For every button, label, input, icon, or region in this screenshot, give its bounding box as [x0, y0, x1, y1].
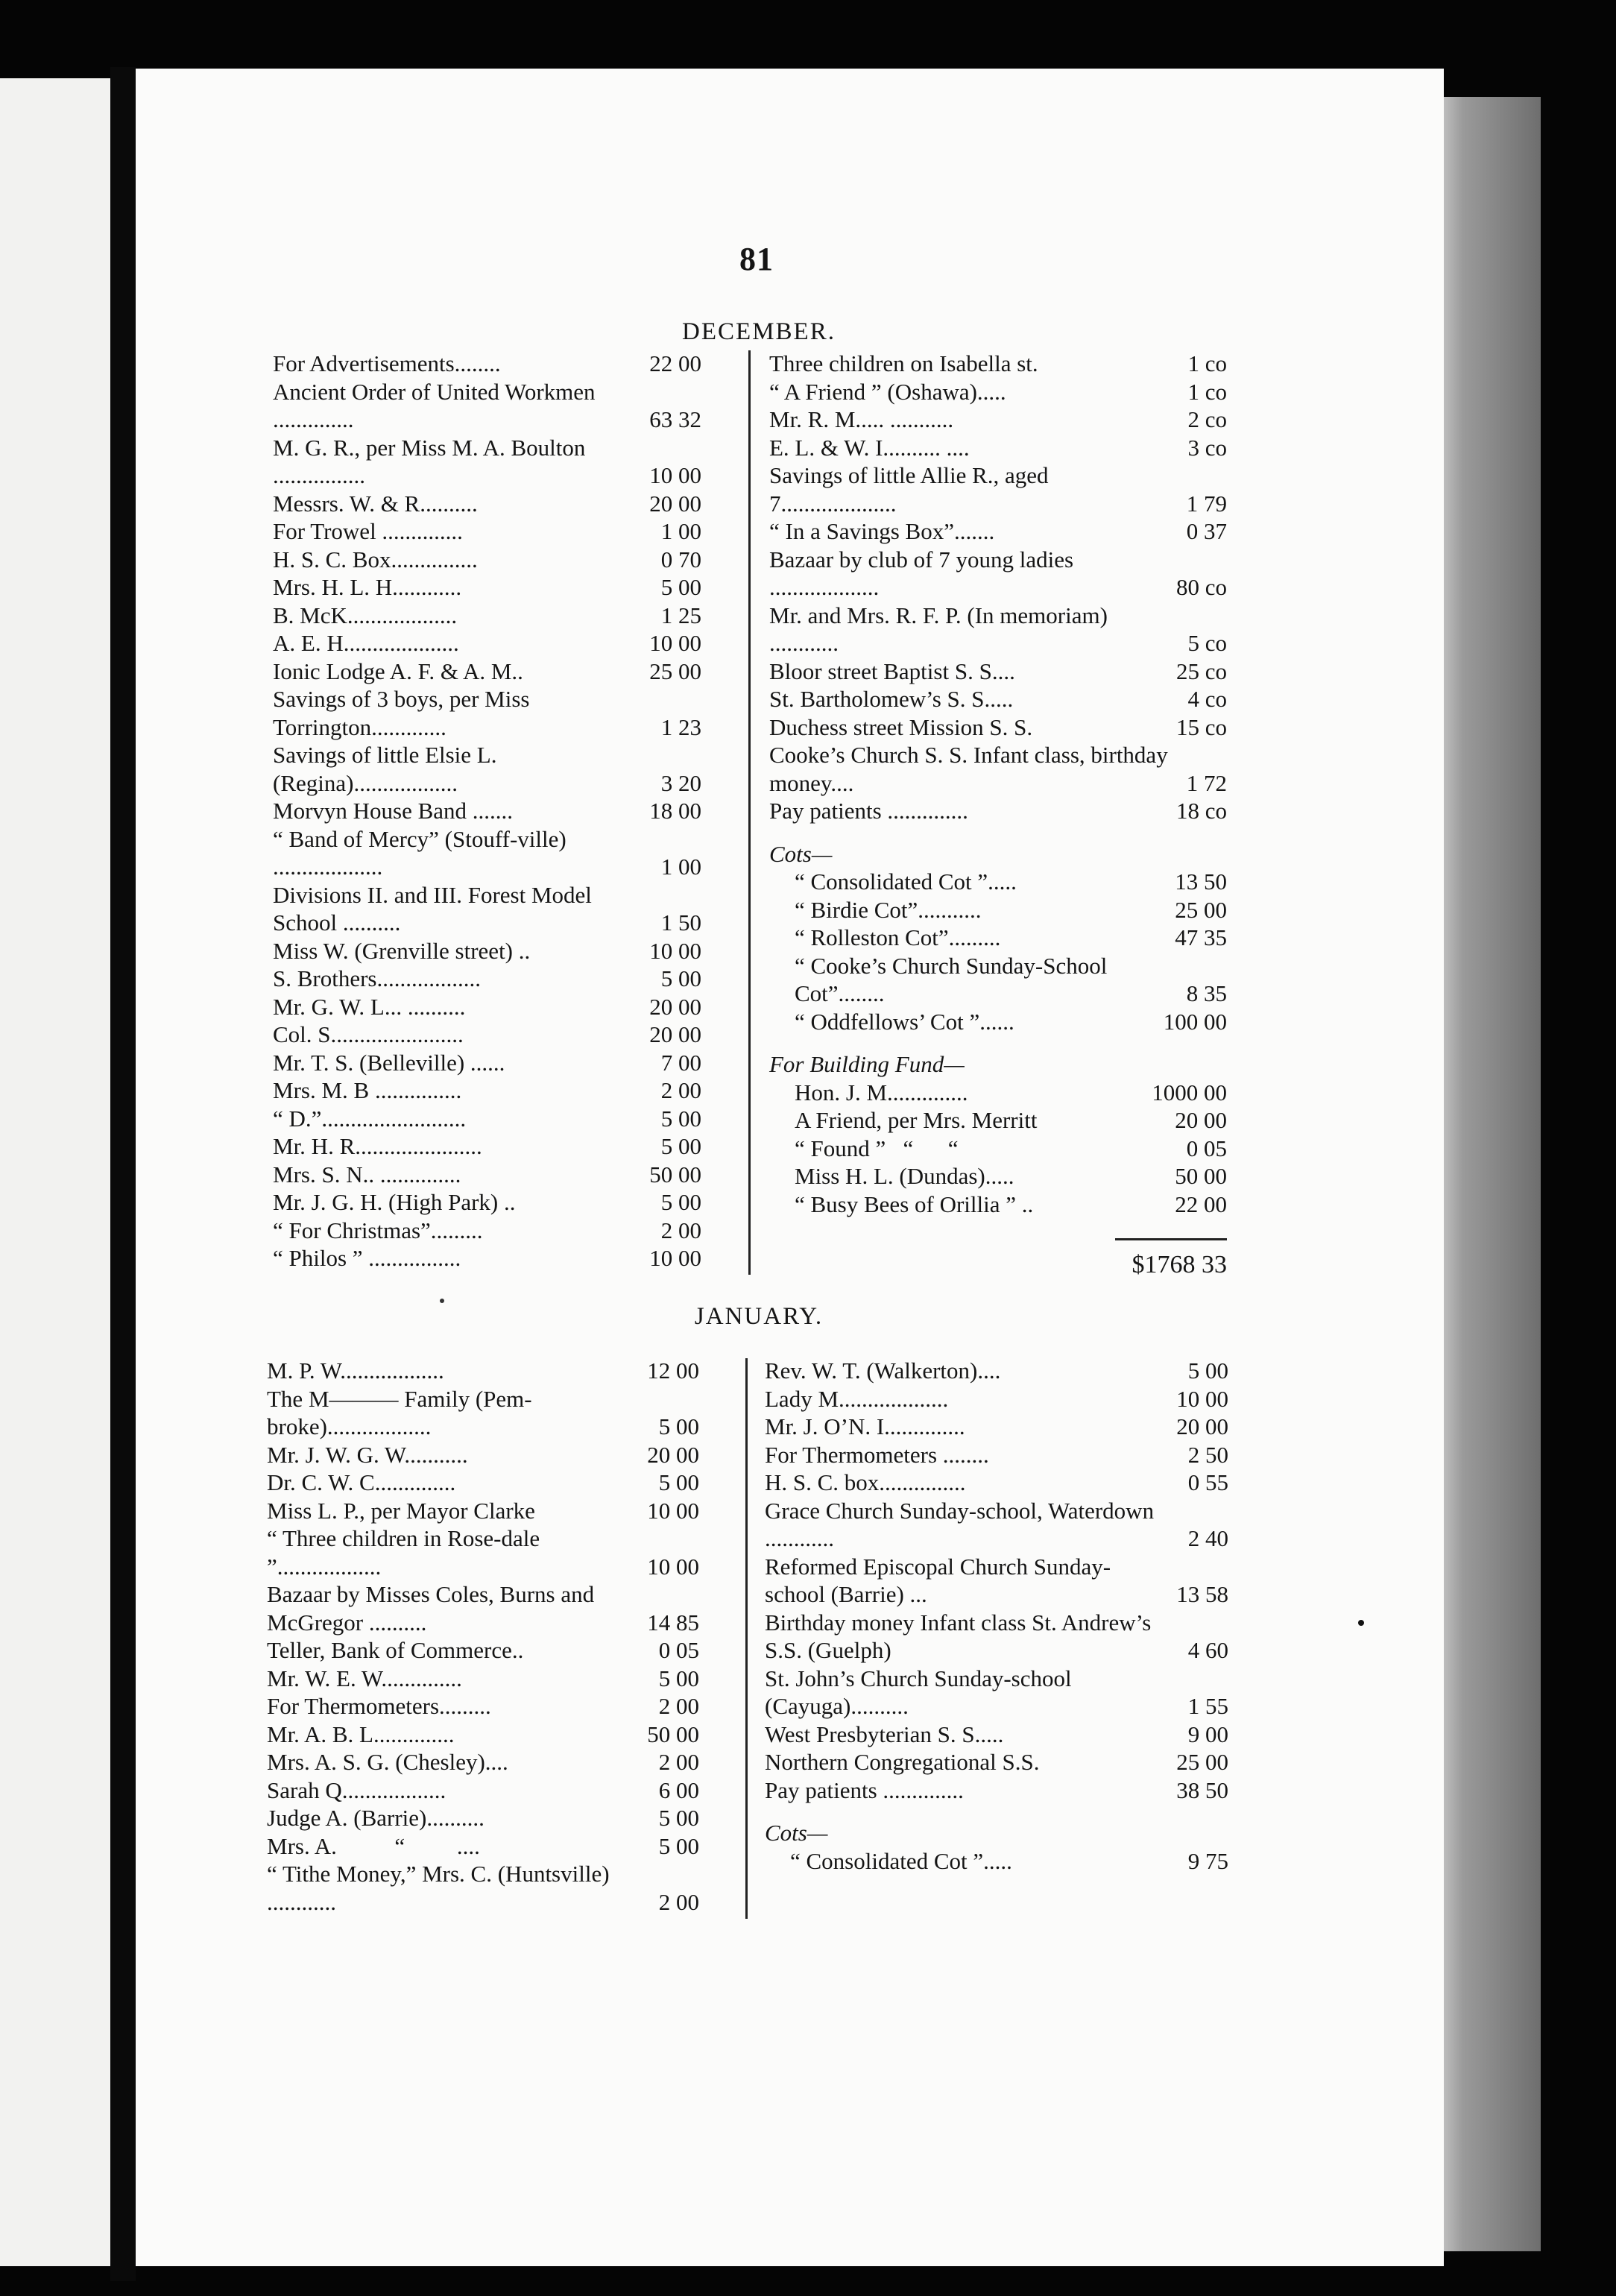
- entry-amount: 5 00: [658, 1832, 699, 1859]
- entry-amount: 25 00: [1175, 896, 1227, 923]
- column-divider: [745, 1358, 748, 1919]
- entry-name: Morvyn House Band .......: [273, 798, 514, 824]
- entry-name: “ Consolidated Cot ”.....: [795, 868, 1017, 895]
- entry-amount: 1000 00: [1152, 1079, 1227, 1106]
- entry-name: Mr. H. R......................: [273, 1133, 482, 1159]
- entry-amount: 22 00: [649, 350, 701, 376]
- january-right-column: [765, 1357, 1228, 1875]
- list-item: [273, 1021, 701, 1049]
- entry-amount: 2 00: [658, 1693, 699, 1719]
- entry-amount: 50 00: [649, 1161, 701, 1188]
- list-item: [267, 1721, 699, 1749]
- entry-name: Ionic Lodge A. F. & A. M..: [273, 657, 523, 684]
- cots-heading: Cots—: [765, 1820, 828, 1846]
- entry-name: Mr. J. G. H. (High Park) ..: [273, 1189, 516, 1215]
- list-item: [267, 1636, 699, 1665]
- list-item: [273, 1161, 701, 1189]
- entry-name: Reformed Episcopal Church Sunday-school (Barrie) ...: [765, 1553, 1111, 1607]
- entry-name: Cooke’s Church S. S. Infant class, birthday money....: [769, 742, 1174, 796]
- entry-name: Miss W. (Grenville street) ..: [273, 937, 531, 964]
- entry-name: Ancient Order of United Workmen ..............: [273, 378, 602, 432]
- entry-amount: 8 35: [1186, 980, 1227, 1006]
- entry-amount: 5 00: [660, 1133, 701, 1159]
- entry-amount: 18 00: [649, 798, 701, 824]
- entry-amount: 2 50: [1187, 1441, 1228, 1468]
- list-item: [273, 573, 701, 602]
- cots-heading: Cots—: [769, 840, 833, 867]
- list-item: [769, 517, 1227, 546]
- list-item: [273, 490, 701, 518]
- total-rule: [1115, 1238, 1227, 1240]
- list-item: [765, 1413, 1228, 1441]
- entry-amount: 2 40: [1187, 1525, 1228, 1551]
- entry-name: Rev. W. T. (Walkerton)....: [765, 1357, 1001, 1384]
- list-item: [267, 1497, 699, 1525]
- entry-amount: 2 00: [660, 1077, 701, 1103]
- entry-name: S. Brothers..................: [273, 965, 481, 991]
- entry-name: St. Bartholomew’s S. S.....: [769, 686, 1014, 712]
- entry-amount: 38 50: [1176, 1776, 1228, 1803]
- entry-amount: 10 00: [647, 1497, 699, 1524]
- entry-name: Mrs. M. B ...............: [273, 1077, 462, 1103]
- list-item: [769, 1162, 1227, 1190]
- entry-amount: 4 60: [1187, 1637, 1228, 1663]
- entry-amount: 1 co: [1187, 350, 1227, 376]
- entry-name: Mr. R. M..... ...........: [769, 406, 954, 432]
- entry-name: Hon. J. M..............: [795, 1079, 968, 1106]
- entry-name: Mr. W. E. W..............: [267, 1665, 462, 1691]
- entry-amount: 1 00: [660, 854, 701, 880]
- entry-amount: 22 00: [1175, 1190, 1227, 1217]
- list-item: [769, 713, 1227, 742]
- entry-amount: 14 85: [647, 1609, 699, 1636]
- entry-name: Bazaar by club of 7 young ladies ...................: [769, 546, 1079, 600]
- entry-name: “ A Friend ” (Oshawa).....: [769, 378, 1006, 405]
- entry-amount: 1 25: [660, 602, 701, 628]
- entry-amount: 1 79: [1186, 490, 1227, 517]
- list-item: [273, 685, 701, 741]
- entry-amount: 1 co: [1187, 378, 1227, 405]
- entry-amount: 20 00: [1175, 1107, 1227, 1133]
- entry-name: Miss L. P., per Mayor Clarke: [267, 1497, 535, 1524]
- january-left-column: [267, 1357, 699, 1916]
- entry-amount: 2 00: [658, 1749, 699, 1775]
- list-item: [273, 937, 701, 965]
- entry-amount: 9 00: [1187, 1721, 1228, 1747]
- entry-amount: 25 co: [1175, 657, 1227, 684]
- list-item: [273, 993, 701, 1021]
- entry-amount: 47 35: [1175, 924, 1227, 950]
- entry-name: Teller, Bank of Commerce..: [267, 1637, 524, 1663]
- list-item: [769, 741, 1227, 797]
- entry-name: Messrs. W. & R..........: [273, 490, 478, 517]
- entry-amount: 13 58: [1176, 1581, 1228, 1607]
- list-item: [267, 1385, 699, 1441]
- list-item: [765, 1553, 1228, 1609]
- entry-name: Dr. C. W. C..............: [267, 1469, 456, 1495]
- entry-amount: 5 00: [660, 965, 701, 991]
- list-item: [273, 434, 701, 490]
- entry-name: Pay patients ..............: [769, 798, 968, 824]
- list-item: [273, 546, 701, 574]
- list-item: [765, 1385, 1228, 1413]
- entry-name: Savings of little Allie R., aged 7....................: [769, 462, 1055, 517]
- ink-speck: [440, 1299, 444, 1303]
- entry-name: “ Cooke’s Church Sunday-School Cot”........: [795, 952, 1114, 1006]
- entry-amount: 0 05: [1186, 1135, 1227, 1161]
- entry-amount: 18 co: [1175, 798, 1227, 824]
- entry-amount: 25 00: [649, 657, 701, 684]
- entry-name: A. E. H....................: [273, 630, 459, 656]
- entry-name: Mr. and Mrs. R. F. P. (In memoriam) ............: [769, 602, 1114, 656]
- entry-name: Mrs. H. L. H............: [273, 574, 462, 600]
- entry-name: Judge A. (Barrie)..........: [267, 1805, 485, 1831]
- list-item: [769, 868, 1227, 896]
- list-item: [273, 629, 701, 657]
- list-item: [267, 1665, 699, 1693]
- page-number: 81: [739, 241, 774, 277]
- entry-name: Lady M...................: [765, 1385, 949, 1412]
- entry-name: M. G. R., per Miss M. A. Boulton ................: [273, 434, 592, 488]
- entry-amount: 15 co: [1175, 713, 1227, 740]
- entry-amount: 5 00: [658, 1413, 699, 1439]
- entry-name: For Advertisements........: [273, 350, 501, 376]
- list-item: [769, 406, 1227, 434]
- entry-amount: 20 00: [649, 993, 701, 1020]
- entry-name: “ Consolidated Cot ”.....: [790, 1847, 1012, 1874]
- entry-amount: 50 00: [1175, 1163, 1227, 1189]
- list-item: [273, 657, 701, 686]
- list-item: [273, 797, 701, 825]
- entry-name: Sarah Q..................: [267, 1776, 446, 1803]
- entry-amount: 1 50: [660, 909, 701, 936]
- list-item: [267, 1441, 699, 1469]
- list-item: [765, 1665, 1228, 1721]
- entry-amount: 20 00: [649, 490, 701, 517]
- entry-amount: 0 37: [1186, 518, 1227, 544]
- entry-amount: 13 50: [1175, 868, 1227, 895]
- building-fund-heading: For Building Fund—: [769, 1051, 965, 1077]
- entry-amount: 10 00: [649, 1245, 701, 1271]
- entry-name: Bazaar by Misses Coles, Burns and McGregor ..........: [267, 1581, 600, 1636]
- entry-amount: 10 00: [1176, 1385, 1228, 1412]
- list-item: [769, 1190, 1227, 1219]
- entry-name: “ Rolleston Cot”.........: [795, 924, 1001, 950]
- entry-name: For Trowel ..............: [273, 518, 463, 544]
- december-left-column: [273, 350, 701, 1272]
- list-item: [769, 1135, 1227, 1163]
- entry-name: St. John’s Church Sunday-school (Cayuga)..........: [765, 1665, 1078, 1719]
- list-item: [273, 350, 701, 378]
- entry-name: Pay patients ..............: [765, 1776, 964, 1803]
- list-item: [769, 924, 1227, 952]
- list-item: [769, 546, 1227, 602]
- entry-name: Duchess street Mission S. S.: [769, 713, 1033, 740]
- entry-name: Mr. A. B. L..............: [267, 1721, 455, 1747]
- list-item: [267, 1469, 699, 1497]
- entry-amount: 0 55: [1187, 1469, 1228, 1495]
- entry-amount: 7 00: [660, 1049, 701, 1076]
- entry-amount: 3 co: [1187, 434, 1227, 461]
- list-item: [273, 965, 701, 993]
- entry-name: The M——— Family (Pem-broke)..................: [267, 1385, 532, 1439]
- entry-name: H. S. C. box...............: [765, 1469, 966, 1495]
- entry-name: Mr. J. O’N. I..............: [765, 1413, 965, 1439]
- column-divider: [748, 350, 751, 1275]
- list-item: [273, 602, 701, 630]
- entry-name: Mrs. S. N.. ..............: [273, 1161, 461, 1188]
- entry-name: A Friend, per Mrs. Merritt: [795, 1107, 1038, 1133]
- list-item: [769, 1008, 1227, 1036]
- list-item: [273, 1049, 701, 1077]
- entry-name: Mr. T. S. (Belleville) ......: [273, 1049, 505, 1076]
- entry-amount: 10 00: [649, 462, 701, 488]
- list-item: [267, 1860, 699, 1916]
- entry-amount: 1 23: [660, 713, 701, 740]
- entry-amount: 4 co: [1187, 686, 1227, 712]
- list-item: [273, 1132, 701, 1161]
- entry-amount: 10 00: [649, 630, 701, 656]
- list-item: [267, 1580, 699, 1636]
- entry-amount: 2 00: [660, 1217, 701, 1243]
- entry-amount: 5 co: [1187, 630, 1227, 656]
- list-item: [273, 881, 701, 937]
- entry-amount: 20 00: [649, 1021, 701, 1047]
- entry-amount: 9 75: [1187, 1847, 1228, 1874]
- entry-amount: 5 00: [658, 1665, 699, 1691]
- list-item: [769, 657, 1227, 686]
- entry-amount: 5 00: [660, 1105, 701, 1132]
- entry-amount: 10 00: [649, 937, 701, 964]
- list-item: [765, 1357, 1228, 1385]
- list-item: [267, 1832, 699, 1861]
- entry-name: Divisions II. and III. Forest Model School ..........: [273, 881, 598, 936]
- entry-name: For Thermometers.........: [267, 1693, 491, 1719]
- entry-name: “ For Christmas”.........: [273, 1217, 483, 1243]
- entry-name: “ Band of Mercy” (Stouff-ville) ...................: [273, 825, 572, 880]
- entry-name: Northern Congregational S.S.: [765, 1749, 1040, 1775]
- list-item: [769, 797, 1227, 825]
- list-item: [273, 741, 701, 797]
- entry-amount: 20 00: [647, 1441, 699, 1468]
- list-item: [273, 1105, 701, 1133]
- entry-amount: 80 co: [1175, 574, 1227, 600]
- list-item: [769, 952, 1227, 1008]
- list-item: [765, 1776, 1228, 1805]
- list-item: [769, 896, 1227, 924]
- list-item: [267, 1692, 699, 1721]
- list-item: [769, 350, 1227, 378]
- list-item: [765, 1469, 1228, 1497]
- entry-amount: 5 00: [1187, 1357, 1228, 1384]
- list-item: [273, 378, 701, 434]
- entry-amount: 5 00: [658, 1469, 699, 1495]
- entry-name: M. P. W..................: [267, 1357, 444, 1384]
- list-item: [765, 1847, 1228, 1876]
- entry-name: Savings of little Elsie L. (Regina)..................: [273, 742, 503, 796]
- entry-name: Bloor street Baptist S. S....: [769, 657, 1015, 684]
- entry-name: “ Three children in Rose-dale ”..................: [267, 1525, 546, 1580]
- entry-name: “ D.”.........................: [273, 1105, 467, 1132]
- left-page-edge: [0, 78, 110, 2266]
- december-right-column: [769, 350, 1227, 1218]
- page-gutter: [110, 67, 136, 2281]
- list-item: [273, 825, 701, 881]
- list-item: [769, 602, 1227, 657]
- list-item: [769, 378, 1227, 406]
- entry-amount: 2 co: [1187, 406, 1227, 432]
- list-item: [765, 1609, 1228, 1665]
- entry-name: Mrs. A. S. G. (Chesley)....: [267, 1749, 508, 1775]
- entry-amount: 10 00: [647, 1553, 699, 1580]
- entry-amount: 5 00: [660, 1189, 701, 1215]
- entry-amount: 3 20: [660, 769, 701, 796]
- entry-name: Mr. J. W. G. W...........: [267, 1441, 468, 1468]
- entry-name: Grace Church Sunday-school, Waterdown ............: [765, 1497, 1160, 1551]
- entry-amount: 1 00: [660, 518, 701, 544]
- entry-amount: 1 55: [1187, 1693, 1228, 1719]
- entry-amount: 12 00: [647, 1357, 699, 1384]
- entry-amount: 63 32: [649, 406, 701, 432]
- list-item: [273, 517, 701, 546]
- page-edge-shadow: [1444, 97, 1541, 2251]
- entry-name: “ Philos ” ................: [273, 1245, 461, 1271]
- list-item: [765, 1721, 1228, 1749]
- entry-name: Three children on Isabella st.: [769, 350, 1038, 376]
- entry-amount: 25 00: [1176, 1749, 1228, 1775]
- entry-amount: 20 00: [1176, 1413, 1228, 1439]
- entry-amount: 5 00: [660, 574, 701, 600]
- list-item: [267, 1804, 699, 1832]
- entry-name: Miss H. L. (Dundas).....: [795, 1163, 1014, 1189]
- entry-name: E. L. & W. I.......... ....: [769, 434, 970, 461]
- entry-name: West Presbyterian S. S.....: [765, 1721, 1004, 1747]
- january-heading: JANUARY.: [694, 1303, 824, 1330]
- entry-name: Col. S.......................: [273, 1021, 464, 1047]
- list-item: [769, 1079, 1227, 1107]
- list-item: [267, 1776, 699, 1805]
- entry-name: “ Found ” “ “: [795, 1135, 959, 1161]
- entry-name: Savings of 3 boys, per Miss Torrington.............: [273, 686, 535, 740]
- list-item: [765, 1748, 1228, 1776]
- list-item: [273, 1076, 701, 1105]
- entry-name: Mrs. A. “ ....: [267, 1832, 480, 1859]
- entry-amount: 2 00: [658, 1888, 699, 1915]
- entry-name: “ Busy Bees of Orillia ” ..: [795, 1190, 1034, 1217]
- entry-amount: 0 70: [660, 546, 701, 573]
- entry-name: “ Oddfellows’ Cot ”......: [795, 1008, 1014, 1035]
- list-item: [273, 1244, 701, 1272]
- entry-name: B. McK...................: [273, 602, 458, 628]
- entry-name: Mr. G. W. L... ..........: [273, 993, 466, 1020]
- list-item: [765, 1497, 1228, 1553]
- list-item: [769, 685, 1227, 713]
- entry-name: For Thermometers ........: [765, 1441, 989, 1468]
- entry-amount: 6 00: [658, 1776, 699, 1803]
- list-item: [273, 1217, 701, 1245]
- list-item: [769, 461, 1227, 517]
- list-item: [769, 1106, 1227, 1135]
- entry-amount: 50 00: [647, 1721, 699, 1747]
- list-item: [267, 1357, 699, 1385]
- list-item: [267, 1748, 699, 1776]
- entry-amount: 5 00: [658, 1805, 699, 1831]
- entry-name: “ Tithe Money,” Mrs. C. (Huntsville) ............: [267, 1861, 616, 1915]
- december-heading: DECEMBER.: [682, 318, 836, 345]
- december-total: $1768 33: [1131, 1251, 1227, 1278]
- entry-amount: 100 00: [1163, 1008, 1227, 1035]
- list-item: [769, 434, 1227, 462]
- list-item: [267, 1524, 699, 1580]
- ink-speck: [1358, 1620, 1364, 1626]
- list-item: [273, 1188, 701, 1217]
- entry-amount: 0 05: [658, 1637, 699, 1663]
- list-item: [765, 1441, 1228, 1469]
- entry-name: H. S. C. Box...............: [273, 546, 478, 573]
- entry-name: Birthday money Infant class St. Andrew’s S.S. (Guelph): [765, 1609, 1158, 1663]
- entry-name: “ Birdie Cot”...........: [795, 896, 982, 923]
- entry-amount: 1 72: [1186, 769, 1227, 796]
- entry-name: “ In a Savings Box”.......: [769, 518, 995, 544]
